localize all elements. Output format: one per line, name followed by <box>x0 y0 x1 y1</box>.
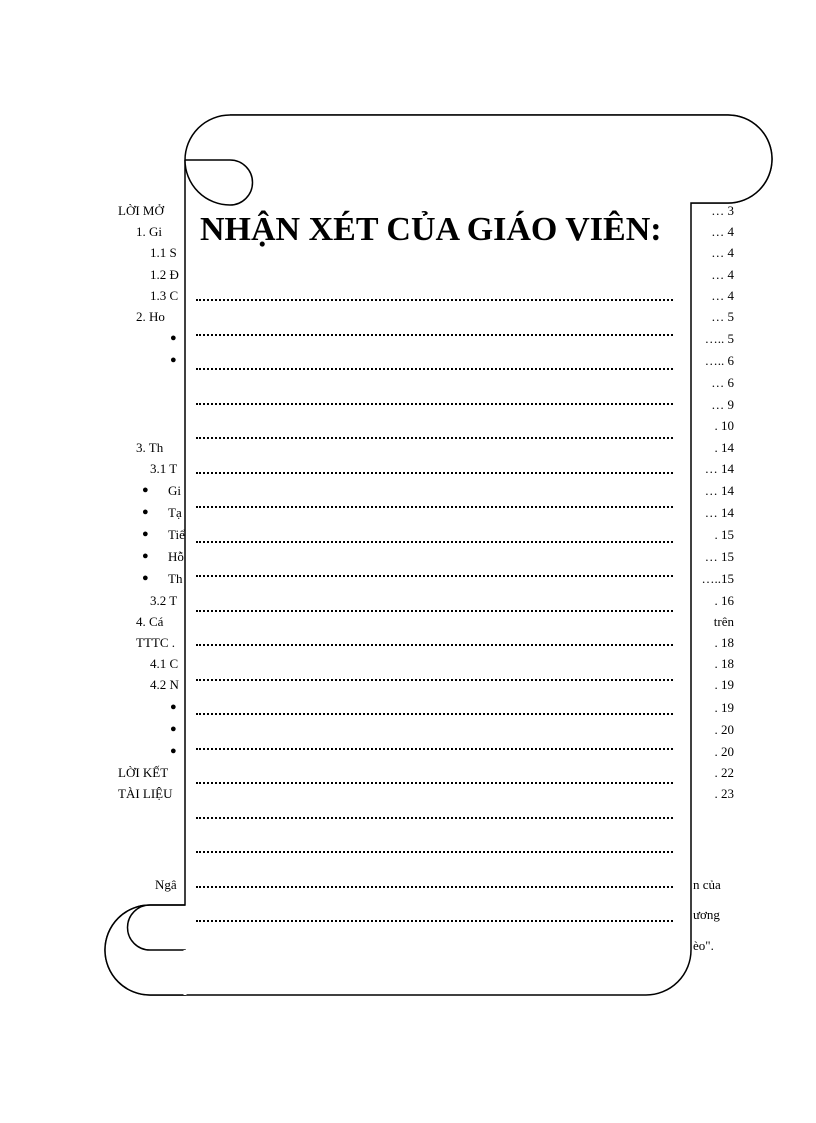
bullet-icon: ● <box>142 506 149 518</box>
toc-entry-label: Tạ <box>168 505 182 520</box>
toc-entry-page: … 4 <box>711 224 734 239</box>
toc-entry-page: . 23 <box>714 786 734 801</box>
toc-entry-label: Th <box>168 571 183 586</box>
toc-entry-label: 3.1 T <box>150 461 178 476</box>
toc-entry-label: 4.2 N <box>150 677 179 692</box>
paragraph-fragment: n của <box>693 877 721 892</box>
toc-entry-page: … 4 <box>711 288 734 303</box>
dotted-line <box>196 746 673 750</box>
dotted-line <box>196 297 673 301</box>
toc-entry-page: . 10 <box>714 418 734 433</box>
toc-entry-page: . 22 <box>714 765 734 780</box>
toc-entry-page: . 16 <box>714 593 734 608</box>
dotted-line <box>196 815 673 819</box>
toc-entry-page: . 18 <box>714 635 734 650</box>
toc-entry-page: . 18 <box>714 656 734 671</box>
toc-entry-label: 1.3 C <box>150 288 179 303</box>
toc-entry-page: … 14 <box>704 461 734 476</box>
toc-entry-label: 1.2 Đ <box>150 267 179 282</box>
toc-entry-label: 3.2 T <box>150 593 178 608</box>
toc-entry-page: … 4 <box>711 267 734 282</box>
toc-entry-page: . 20 <box>714 744 734 759</box>
toc-entry-page: … 14 <box>704 483 734 498</box>
toc-entry-label: Tiể <box>168 527 185 542</box>
dotted-line <box>196 401 673 405</box>
toc-entry-label: 1. Gi <box>136 224 162 239</box>
toc-entry-label: Hỗ <box>168 549 184 564</box>
dotted-line <box>196 780 673 784</box>
dotted-line <box>196 539 673 543</box>
bullet-icon: ● <box>142 572 149 584</box>
toc-entry-label: 2. Ho <box>136 309 165 324</box>
dotted-line <box>196 573 673 577</box>
toc-entry-label: 4.1 C <box>150 656 179 671</box>
toc-entry-page: … 15 <box>704 549 734 564</box>
toc-entry-label: TÀI LIỆU <box>118 786 173 801</box>
page-title: NHẬN XÉT CỦA GIÁO VIÊN: <box>200 211 662 248</box>
paragraph-fragment: èo". <box>693 938 714 953</box>
bullet-icon: ● <box>170 745 177 757</box>
bullet-icon: ● <box>142 484 149 496</box>
dotted-line <box>196 677 673 681</box>
toc-entry-label: Gi <box>168 483 181 498</box>
dotted-line <box>196 884 673 888</box>
toc-entry-page: . 19 <box>714 677 734 692</box>
bullet-icon: ● <box>170 354 177 366</box>
toc-entry-page: … 9 <box>711 397 734 412</box>
toc-entry-page: . 15 <box>714 527 734 542</box>
dotted-line <box>196 918 673 922</box>
toc-entry-page: . 19 <box>714 700 734 715</box>
toc-entry-page: ….. 6 <box>704 353 734 368</box>
toc-entry-page: … 3 <box>711 203 734 218</box>
dotted-line <box>196 849 673 853</box>
bullet-icon: ● <box>170 723 177 735</box>
toc-entry-label: TTTC . <box>136 635 175 650</box>
dotted-line <box>196 435 673 439</box>
bullet-icon: ● <box>142 528 149 540</box>
dotted-line <box>196 332 673 336</box>
toc-entry-page: … 6 <box>711 375 734 390</box>
toc-entry-page: ….. 5 <box>704 331 734 346</box>
dotted-line <box>196 470 673 474</box>
paragraph-fragment: Ngâ <box>155 877 177 892</box>
bullet-icon: ● <box>170 332 177 344</box>
toc-entry-page: trên <box>713 614 734 629</box>
toc-entry-page: . 20 <box>714 722 734 737</box>
bullet-icon: ● <box>142 550 149 562</box>
toc-entry-page: … 4 <box>711 245 734 260</box>
dotted-line <box>196 366 673 370</box>
toc-entry-page: . 14 <box>714 440 734 455</box>
dotted-line <box>196 608 673 612</box>
dotted-line <box>196 504 673 508</box>
toc-entry-label: LỜI MỞ <box>118 203 164 218</box>
toc-entry-label: LỜI KẾT <box>118 765 169 780</box>
dotted-line <box>196 642 673 646</box>
paragraph-fragment: ương <box>693 907 720 922</box>
toc-entry-label: 3. Th <box>136 440 164 455</box>
bullet-icon: ● <box>170 701 177 713</box>
toc-entry-page: …..15 <box>701 571 734 586</box>
toc-entry-label: 4. Cá <box>136 614 164 629</box>
toc-entry-page: … 5 <box>711 309 734 324</box>
toc-entry-page: … 14 <box>704 505 734 520</box>
toc-entry-label: 1.1 S <box>150 245 177 260</box>
dotted-line <box>196 711 673 715</box>
